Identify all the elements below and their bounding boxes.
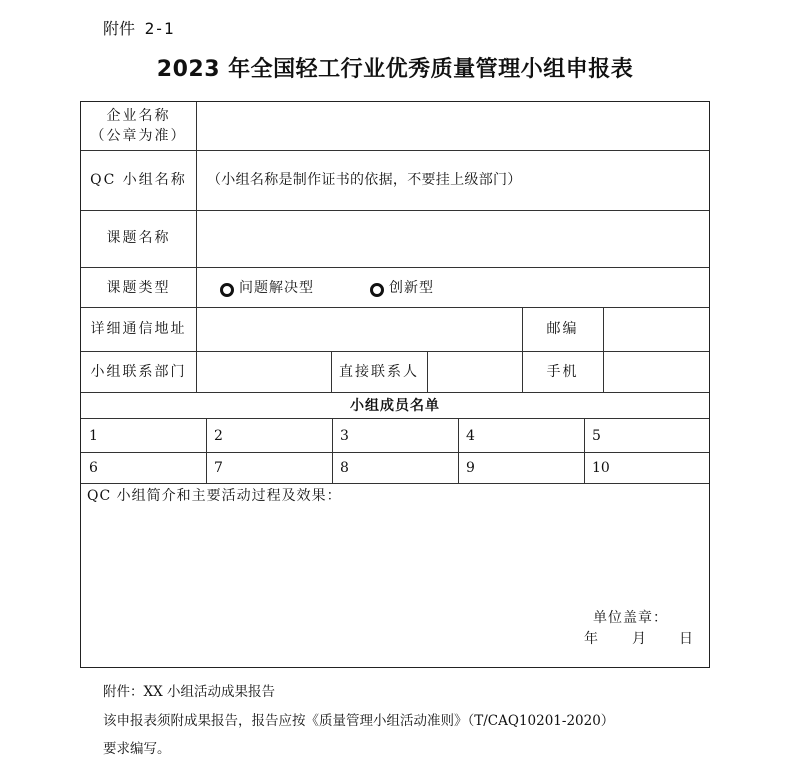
member-number: 7 [214,460,223,476]
topic-type-label: 课题类型 [106,280,171,296]
department-field[interactable] [197,352,331,392]
row-divider [81,418,709,419]
topic-name-label: 课题名称 [106,230,171,246]
group-intro-label: QC 小组简介和主要活动过程及效果： [87,488,342,504]
radio-innovation[interactable] [370,283,384,297]
option-innovation-label: 创新型 [389,280,434,296]
postcode-label: 邮编 [546,321,579,337]
col-divider [458,418,459,483]
qc-group-name-hint: （小组名称是制作证书的依据，不要挂上级部门） [207,172,522,188]
col-divider [584,418,585,483]
contact-person-label: 直接联系人 [339,364,419,380]
seal-label: 单位盖章： [593,610,668,626]
enterprise-label-line1: 企业名称 [106,108,171,124]
member-number: 6 [89,460,98,476]
page-title: 2023 年全国轻工行业优秀质量管理小组申报表 [156,57,634,82]
col-divider [206,418,207,483]
row-divider [81,267,709,268]
address-field[interactable] [197,308,522,351]
member-number: 3 [340,428,349,444]
department-label: 小组联系部门 [90,364,187,380]
col-divider [332,418,333,483]
row-divider [81,483,709,484]
enterprise-name-label [81,106,196,146]
option-problem-solving-label: 问题解决型 [239,280,314,296]
date-year: 年 [584,631,600,647]
members-header: 小组成员名单 [350,398,440,414]
member-number: 5 [592,428,601,444]
address-label: 详细通信地址 [90,321,187,337]
footer-requirement-line: 该申报表须附成果报告，报告应按《质量管理小组活动准则》（T/CAQ10201-2020） [103,713,615,729]
topic-name-field[interactable] [197,211,709,267]
footer-attachment-note: 附件：XX 小组活动成果报告 [103,684,276,700]
row-divider [81,452,709,453]
enterprise-label-line2: （公章为准） [90,128,187,144]
member-number: 4 [466,428,475,444]
group-intro-field[interactable] [81,508,709,608]
member-number: 1 [89,428,98,444]
member-number: 9 [466,460,475,476]
member-number: 2 [214,428,223,444]
contact-person-field[interactable] [428,352,522,392]
qc-group-name-field[interactable] [197,151,709,210]
attachment-number: 附件 2-1 [103,19,174,38]
date-month: 月 [632,631,648,647]
qc-group-name-label: QC 小组名称 [90,172,187,188]
row-divider [81,392,709,393]
member-number: 8 [340,460,349,476]
application-form-table [80,101,710,668]
phone-label: 手机 [546,364,579,380]
footer-requirement-line-end: 要求编写。 [103,741,171,757]
enterprise-name-field[interactable] [197,102,709,150]
postcode-field[interactable] [604,308,709,351]
member-number: 10 [592,460,610,476]
phone-field[interactable] [604,352,709,392]
date-day: 日 [679,631,695,647]
radio-problem-solving[interactable] [220,283,234,297]
